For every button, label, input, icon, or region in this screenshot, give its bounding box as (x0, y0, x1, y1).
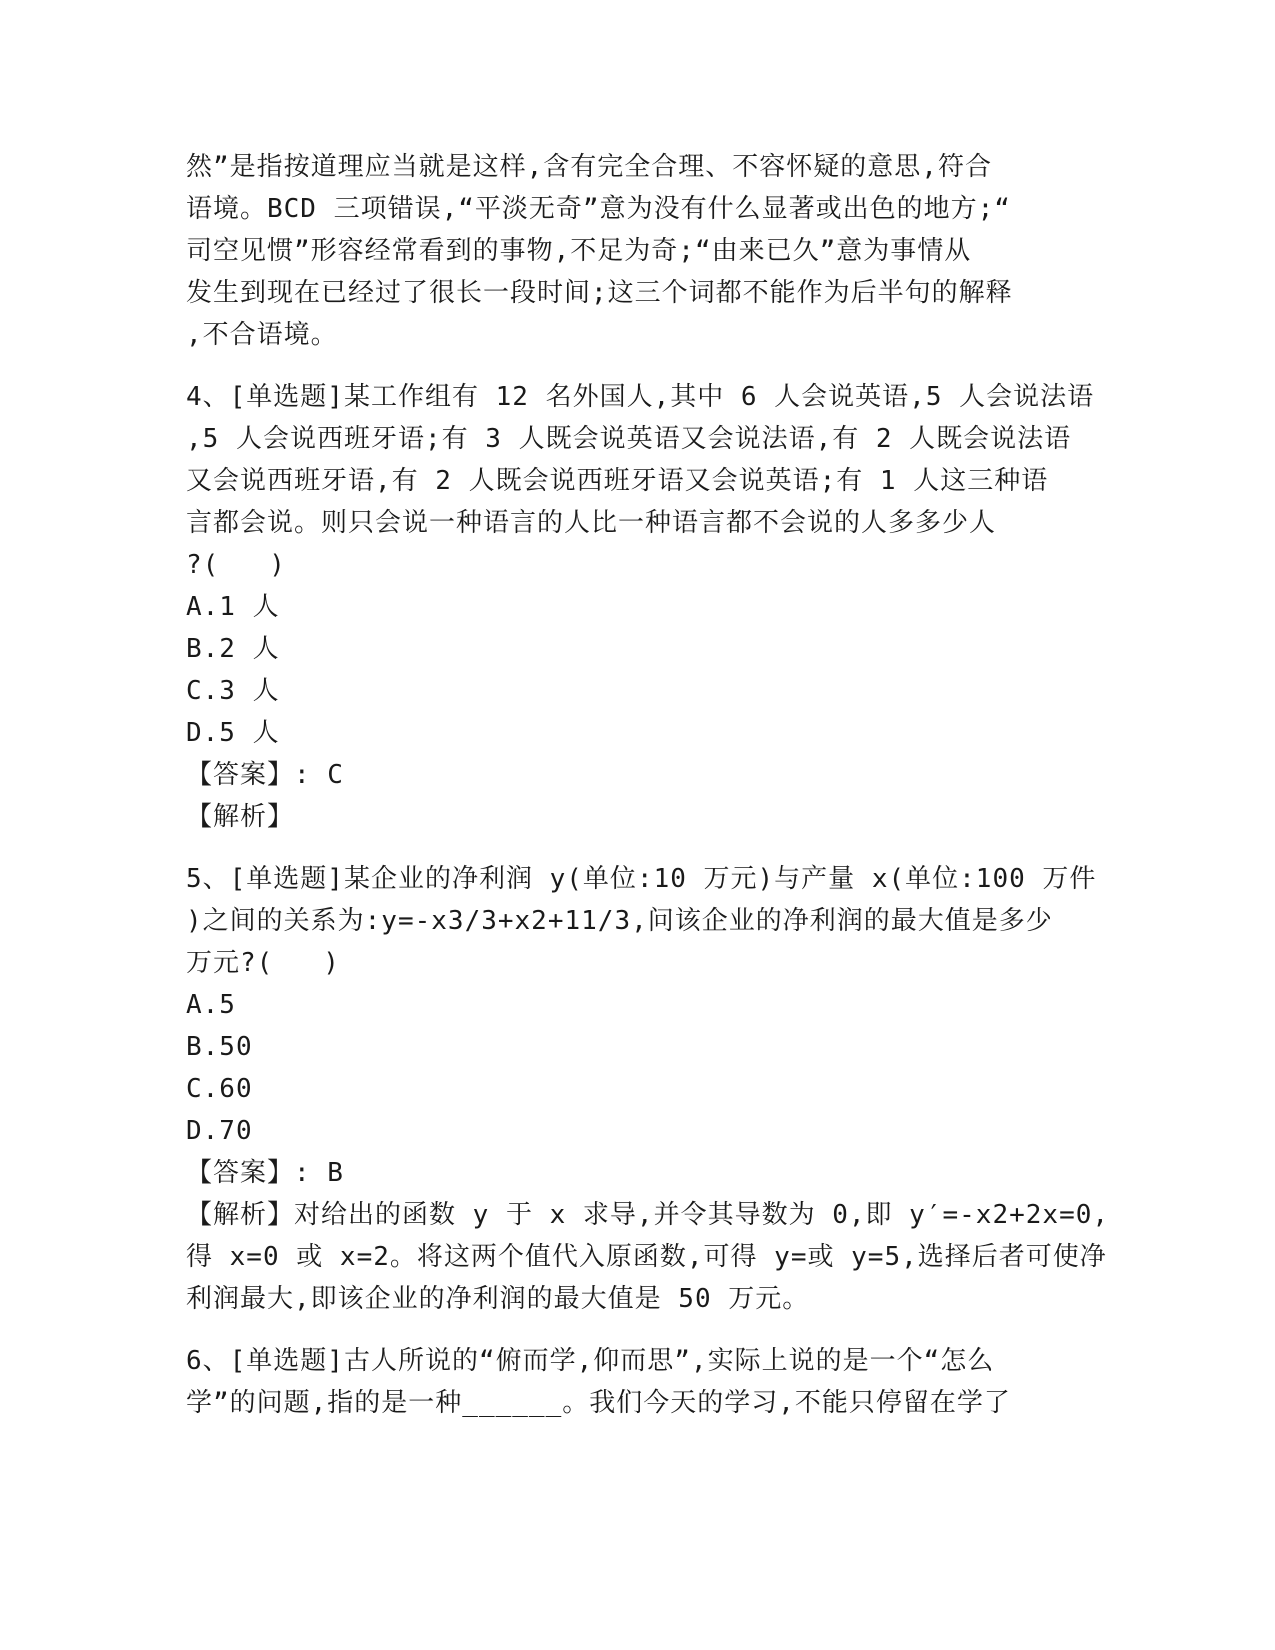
text-line: 发生到现在已经过了很长一段时间;这三个词都不能作为后半句的解释 (186, 278, 1013, 308)
text-line: ,不合语境。 (186, 320, 338, 350)
question-stem-line: 言都会说。则只会说一种语言的人比一种语言都不会说的人多多少人 (186, 508, 997, 538)
option-b: B.50 (186, 1032, 253, 1062)
answer-line: 【答案】: B (186, 1158, 344, 1188)
question-stem-line: ,5 人会说西班牙语;有 3 人既会说英语又会说法语,有 2 人既会说法语 (186, 424, 1072, 454)
text-line: 语境。BCD 三项错误,“平淡无奇”意为没有什么显著或出色的地方;“ (186, 194, 1011, 224)
option-a: A.1 人 (186, 592, 280, 622)
text-line: 司空见惯”形容经常看到的事物,不足为奇;“由来已久”意为事情从 (186, 236, 972, 266)
option-b: B.2 人 (186, 634, 280, 664)
analysis-line: 得 x=0 或 x=2。将这两个值代入原函数,可得 y=或 y=5,选择后者可使净 (186, 1242, 1107, 1272)
previous-explanation (186, 146, 1086, 356)
document-page (186, 146, 1110, 1424)
option-d: D.70 (186, 1116, 253, 1146)
question-stem-line: 4、[单选题]某工作组有 12 名外国人,其中 6 人会说英语,5 人会说法语 (186, 382, 1095, 412)
option-c: C.3 人 (186, 676, 280, 706)
question-5 (186, 858, 1110, 1320)
question-6 (186, 1340, 1086, 1424)
answer-line: 【答案】: C (186, 760, 344, 790)
option-d: D.5 人 (186, 718, 280, 748)
question-stem-line: 5、[单选题]某企业的净利润 y(单位:10 万元)与产量 x(单位:100 万件 (186, 864, 1097, 894)
question-stem-line: ?( ) (186, 550, 286, 580)
question-stem-line: 万元?( ) (186, 948, 340, 978)
question-stem-line: 学”的问题,指的是一种______。我们今天的学习,不能只停留在学了 (186, 1388, 1011, 1418)
question-stem-line: )之间的关系为:y=-x3/3+x2+11/3,问该企业的净利润的最大值是多少 (186, 906, 1053, 936)
text-line: 然”是指按道理应当就是这样,含有完全合理、不容怀疑的意思,符合 (186, 152, 992, 182)
question-stem-line: 又会说西班牙语,有 2 人既会说西班牙语又会说英语;有 1 人这三种语 (186, 466, 1049, 496)
analysis-line: 利润最大,即该企业的净利润的最大值是 50 万元。 (186, 1284, 810, 1314)
question-4 (186, 376, 1095, 838)
question-stem-line: 6、[单选题]古人所说的“俯而学,仰而思”,实际上说的是一个“怎么 (186, 1346, 995, 1376)
option-c: C.60 (186, 1074, 253, 1104)
option-a: A.5 (186, 990, 236, 1020)
analysis-line: 【解析】对给出的函数 y 于 x 求导,并令其导数为 0,即 y′=-x2+2x=0, (186, 1200, 1110, 1230)
analysis-line: 【解析】 (186, 802, 295, 832)
